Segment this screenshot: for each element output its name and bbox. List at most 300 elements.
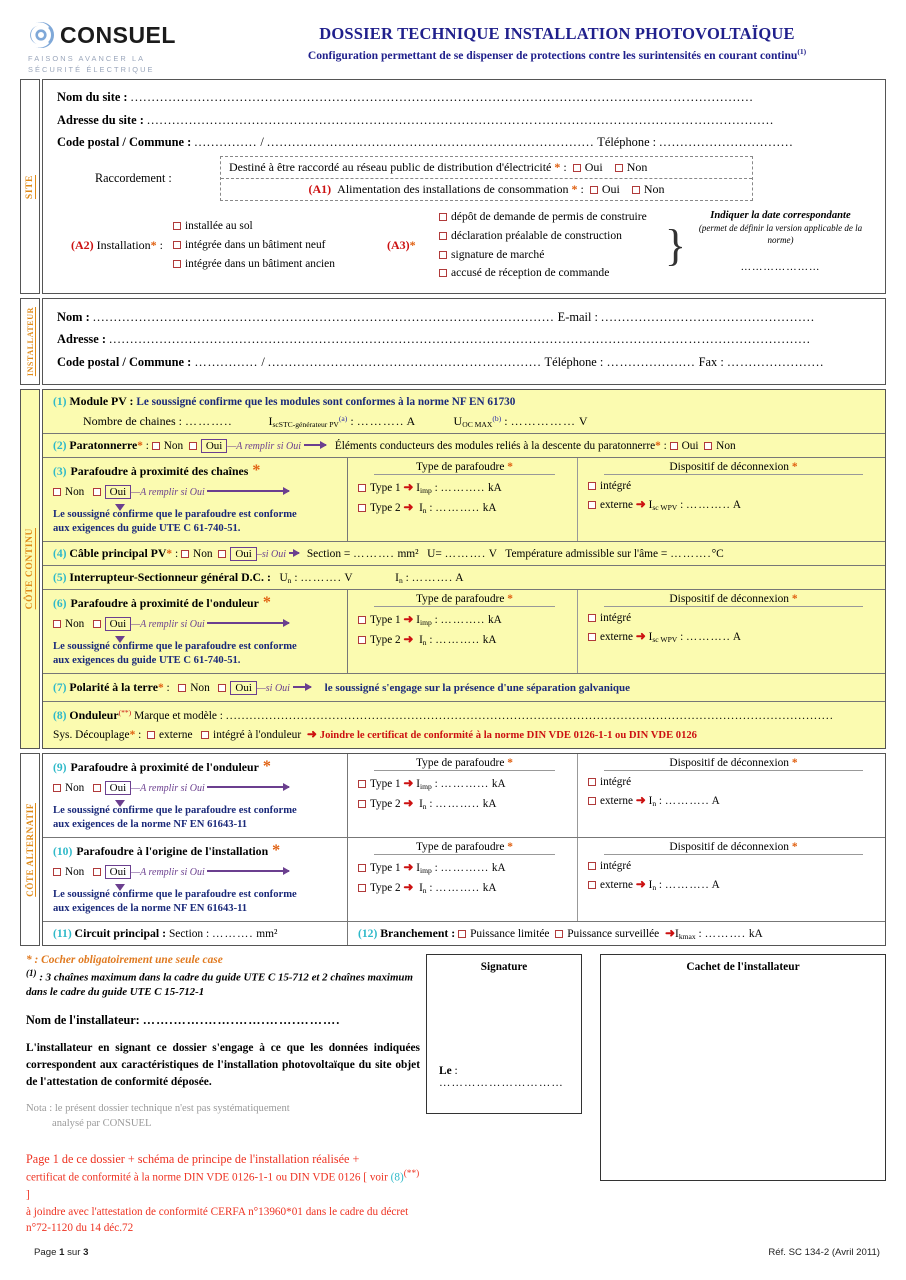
- red-note-ref-8: (8): [390, 1172, 404, 1185]
- dc-row3-type-header: [374, 461, 555, 475]
- checkbox-row10-integre[interactable]: [588, 862, 596, 870]
- row10-ext-sub: n: [652, 883, 657, 893]
- a3-option-3[interactable]: [439, 264, 663, 283]
- checkbox-row3-type1[interactable]: [358, 484, 366, 492]
- a3-option-0[interactable]: [439, 208, 663, 227]
- dc-row6-type-star: *: [507, 592, 513, 605]
- checkbox-row3-type2[interactable]: [358, 504, 366, 512]
- label-installer-phone: Téléphone :: [544, 354, 604, 369]
- dc-row1-text: Le soussigné confirme que les modules sont conformes à la norme NF EN 61730: [136, 395, 516, 408]
- page-total: 3: [83, 1247, 89, 1259]
- label-raccordement-oui: Oui: [584, 160, 603, 175]
- row10-ext-sym: I: [648, 879, 653, 892]
- row6-type1-input[interactable]: ………..: [440, 613, 486, 626]
- consuel-c-icon: [28, 22, 54, 48]
- arrow-right-icon: ➜: [403, 880, 414, 895]
- installer-phone-input[interactable]: …..................: [606, 354, 696, 369]
- checkbox-row10-non[interactable]: [53, 868, 61, 876]
- installer-address-input[interactable]: ..........................................................................................................................................…..........................: [109, 332, 811, 347]
- dc-row2-star: *: [137, 439, 143, 452]
- checkbox-paratonnerre-oui[interactable]: [189, 442, 197, 450]
- label-paratonnerre-elements-oui: Oui: [681, 439, 699, 452]
- installer-fax-input[interactable]: …....................: [726, 354, 825, 369]
- arrow-row4-icon: [289, 552, 299, 554]
- a3-option-1-label: déclaration préalable de construction: [451, 228, 622, 242]
- row5-u-input[interactable]: ……….: [300, 571, 342, 584]
- nota-line-2: analysé par CONSUEL: [52, 1118, 152, 1130]
- field-site-postal[interactable]: [57, 133, 873, 152]
- row3-type2-unit: kA: [482, 501, 497, 514]
- arrow-right-icon: ➜: [664, 925, 676, 940]
- logo-wordmark: CONSUEL: [60, 21, 176, 48]
- a3-date-input[interactable]: …………………: [740, 262, 821, 274]
- label-installer-postal: Code postal / Commune :: [57, 354, 192, 369]
- checkbox-a3-option-0[interactable]: [439, 213, 447, 221]
- dc-row2-title: Paratonnerre: [69, 437, 138, 452]
- site-phone-input[interactable]: ................................: [659, 134, 794, 149]
- a3-option-2-label: signature de marché: [451, 247, 545, 261]
- row4-u-input[interactable]: ……….: [444, 547, 487, 560]
- row12-i-sub: kmax: [678, 931, 696, 941]
- ac-row10-star: *: [272, 842, 281, 860]
- field-installer-postal[interactable]: [57, 353, 873, 372]
- row11-section-input[interactable]: ……….: [212, 927, 254, 940]
- row9-type2-unit: kA: [482, 798, 497, 811]
- logo-tagline-2: SÉCURITÉ ÉLECTRIQUE: [28, 64, 155, 74]
- row6-ext-unit: A: [732, 630, 741, 643]
- arrow-right-icon: ➜: [403, 631, 414, 646]
- checkbox-row3-oui[interactable]: [93, 488, 101, 496]
- field-installer-name-footer[interactable]: [26, 1013, 420, 1028]
- label-paratonnerre-oui[interactable]: Oui: [201, 439, 228, 453]
- checkbox-row9-oui[interactable]: [93, 784, 101, 792]
- a2-option-1[interactable]: [173, 236, 335, 255]
- a2-required-star: *: [150, 238, 157, 253]
- nb-chaines-input[interactable]: ………..: [184, 413, 233, 428]
- site-name-input[interactable]: ...............................................................................…...............................................…................: [130, 90, 754, 105]
- row5-u-sub: n: [287, 575, 292, 585]
- checkbox-row6-externe[interactable]: [588, 633, 596, 641]
- checkbox-row4-oui[interactable]: [218, 550, 226, 558]
- label-row4-non: Non: [192, 547, 213, 560]
- dc-row-4: (4) Câble principal PV* : Non Oui –si Oui Section = ………. mm² U= ………. V Température admissible sur l'âme = ……….°C: [43, 542, 885, 566]
- dc-row1-title: Module PV :: [69, 393, 134, 408]
- row3-type2-sym: I: [419, 501, 423, 514]
- label-row9-type1: Type 1: [370, 778, 401, 791]
- checkbox-row6-type2[interactable]: [358, 636, 366, 644]
- uoc-unit: V: [578, 413, 588, 428]
- label-row3-oui[interactable]: Oui: [105, 485, 132, 499]
- ac-row9-num: (9): [53, 761, 67, 775]
- label-row8-marque: Marque et modèle :: [134, 710, 223, 723]
- ac-row10-disp-header-text: Dispositif de déconnexion: [669, 841, 790, 854]
- a2-code: (A2): [71, 238, 94, 253]
- label-row6-oui[interactable]: Oui: [105, 617, 132, 631]
- checkbox-a3-option-3[interactable]: [439, 269, 447, 277]
- checkbox-a1-oui[interactable]: [590, 186, 598, 194]
- dc-row1-num: (1): [53, 394, 67, 408]
- checkbox-row7-oui[interactable]: [218, 684, 226, 692]
- checkbox-a3-option-2[interactable]: [439, 251, 447, 259]
- arrow-right-icon: ➜: [403, 611, 414, 626]
- dc-row7-title: Polarité à la terre: [69, 679, 158, 694]
- dc-row6-star: *: [262, 593, 271, 611]
- a2-a3-block: [57, 208, 873, 285]
- dc-row6-confirm-1: Le soussigné confirme que le parafoudre est conforme: [53, 640, 297, 652]
- checkbox-row3-integre[interactable]: [588, 482, 596, 490]
- dc-row4-num: (4): [53, 546, 67, 560]
- ac-row9-confirm-2: aux exigences de la norme NF EN 61643-11: [53, 819, 248, 831]
- label-row9-non: Non: [65, 782, 85, 795]
- dc-row6-type-header-text: Type de parafoudre: [416, 592, 505, 605]
- ac-row9-star: *: [262, 758, 271, 776]
- note-required-star: * : Cocher obligatoirement une seule case: [26, 953, 223, 966]
- row3-type2-sub: n: [422, 505, 427, 515]
- dc-row6-disp-header-text: Dispositif de déconnexion: [669, 592, 790, 605]
- field-site-name[interactable]: [57, 88, 873, 107]
- dc-row-3: (3) Parafoudre à proximité des chaînes * Non Oui —A remplir si Oui Le soussigné confirme que le parafoudre est conforme aux exigences du guide UTE C 61-740-51. Type de parafoudre * Type 1 ➜ $I_{imp}$ : ……….. kA Type 2 ➜ $I_n$ : ……….. kA Dispositif de déconnexion * intégré externe ➜ $I_{sc WPV}$ : ……….. A: [43, 458, 885, 542]
- page-number: [34, 1247, 88, 1258]
- row10-type1-input[interactable]: ………...: [440, 862, 490, 875]
- nota-line-1: Nota : le présent dossier technique n'est pas systématiquement: [26, 1103, 290, 1115]
- checkbox-decouplage-externe[interactable]: [147, 731, 155, 739]
- label-installer-address: Adresse :: [57, 332, 106, 347]
- row9-ext-input[interactable]: ………..: [664, 795, 710, 808]
- checkbox-row3-non[interactable]: [53, 488, 61, 496]
- checkbox-paratonnerre-elements-non[interactable]: [704, 442, 712, 450]
- ac-row9-type-header-text: Type de parafoudre: [416, 757, 505, 770]
- checkbox-decouplage-integre[interactable]: [201, 731, 209, 739]
- label-row6-integre: intégré: [600, 611, 632, 624]
- installer-commune-input[interactable]: ................................................…..............: [267, 354, 542, 369]
- label-row4-oui[interactable]: Oui: [230, 547, 257, 561]
- row8-marque-input[interactable]: ..........................................................................................................................................................: [225, 710, 834, 723]
- arrow-row3-icon: [207, 490, 289, 492]
- row3-ext-input[interactable]: ………..: [685, 498, 731, 511]
- ac-row9-type-header: [374, 757, 555, 771]
- row5-u-unit: V: [344, 571, 353, 584]
- row6-type2-input[interactable]: ………..: [435, 633, 480, 646]
- row11-section-unit: mm²: [256, 927, 278, 940]
- checkbox-a1-non[interactable]: [632, 186, 640, 194]
- document-header: [0, 0, 906, 79]
- checkbox-raccordement-oui[interactable]: [573, 164, 581, 172]
- signature-date-field[interactable]: [439, 1065, 581, 1089]
- dc-row3-confirm-1: Le soussigné confirme que le parafoudre est conforme: [53, 508, 297, 520]
- row3-type1-sub: imp: [420, 485, 432, 495]
- row9-type1-unit: kA: [491, 778, 506, 791]
- a2-option-2-label: intégrée dans un bâtiment ancien: [185, 258, 335, 271]
- checkbox-row6-oui[interactable]: [93, 620, 101, 628]
- label-row11-section: Section :: [168, 927, 210, 940]
- checkbox-row4-non[interactable]: [181, 550, 189, 558]
- cachet-box[interactable]: [600, 954, 886, 1181]
- dc-row8-title: Onduleur: [69, 708, 119, 723]
- installer-name-footer-input[interactable]: …….…….…….…….…….……….: [142, 1013, 341, 1028]
- a2-label: Installation: [96, 238, 151, 253]
- label-row6-type2: Type 2: [370, 633, 401, 646]
- row3-type1-unit: kA: [487, 481, 502, 494]
- a3-option-3-label: accusé de réception de commande: [451, 266, 610, 280]
- installer-postal-input[interactable]: …............: [194, 354, 259, 369]
- label-paratonnerre-non: Non: [163, 439, 184, 452]
- postal-separator: /: [260, 134, 264, 149]
- row4-section-input[interactable]: ……….: [353, 547, 395, 560]
- row12-i-sym: I: [675, 927, 679, 940]
- uoc-symbol: U: [453, 413, 463, 428]
- checkbox-row6-non[interactable]: [53, 620, 61, 628]
- signature-box[interactable]: [426, 954, 582, 1114]
- side-label-installateur-text: INSTALLATEUR: [25, 307, 35, 377]
- dc-row-5: (5) Interrupteur-Sectionneur général D.C. : $U_n$ : ………. V $I_n$ : ………. A: [43, 566, 885, 590]
- row9-type2-input[interactable]: ………..: [435, 798, 480, 811]
- row6-ext-sub: sc WPV: [652, 634, 678, 644]
- field-installer-address[interactable]: [57, 330, 873, 349]
- checkbox-row7-non[interactable]: [178, 684, 186, 692]
- checkbox-row10-externe[interactable]: [588, 881, 596, 889]
- site-postal-input[interactable]: ...............: [194, 134, 258, 149]
- checkbox-row9-type2[interactable]: [358, 800, 366, 808]
- red-note-ref-star: (**): [403, 1169, 420, 1180]
- row3-type2-input[interactable]: ………..: [435, 501, 480, 514]
- row5-i-sym: I: [395, 571, 399, 584]
- dc-row6-confirm-2: aux exigences du guide UTE C 61-740-51.: [53, 654, 241, 666]
- row6-type2-sym: I: [419, 633, 423, 646]
- brace-icon: }: [664, 220, 686, 270]
- label-row7-non: Non: [190, 681, 210, 694]
- ac-row10-confirm-1: Le soussigné confirme que le parafoudre est conforme: [53, 889, 297, 901]
- side-label-cote-continu-text: CÔTE CONTINU: [25, 528, 35, 610]
- checkbox-row9-integre[interactable]: [588, 778, 596, 786]
- hint-row3: A remplir si Oui: [140, 486, 205, 498]
- installer-email-input[interactable]: ...................................................: [601, 310, 816, 325]
- isc-footnote: (a): [338, 413, 348, 423]
- checkbox-row9-externe[interactable]: [588, 797, 596, 805]
- field-site-address[interactable]: [57, 111, 873, 130]
- a3-option-1[interactable]: [439, 227, 663, 246]
- section-installateur: [20, 298, 886, 385]
- dc-row-2: (2) Paratonnerre* : Non Oui —A remplir si Oui Éléments conducteurs des modules reliés à la descente du paratonnerre* : Oui Non: [43, 434, 885, 458]
- label-decouplage: Sys. Découplage: [53, 729, 130, 742]
- a3-option-0-label: dépôt de demande de permis de construire: [451, 210, 647, 224]
- page-of: sur: [64, 1247, 84, 1259]
- dc-row3-title: Parafoudre à proximité des chaînes: [70, 463, 249, 478]
- side-label-installateur: [20, 298, 40, 385]
- checkbox-puissance-surveillee[interactable]: [555, 930, 563, 938]
- dc-row8-star: *: [129, 729, 136, 742]
- label-a1-non: Non: [643, 182, 665, 197]
- red-note-line-1: Page 1 de ce dossier + schéma de principe de l'installation réalisée +: [26, 1152, 360, 1166]
- required-star: *: [554, 160, 561, 175]
- checkbox-paratonnerre-elements-oui[interactable]: [670, 442, 678, 450]
- label-row10-externe: externe: [600, 879, 633, 892]
- ac-row9-type-star: *: [507, 757, 513, 770]
- a3-option-2[interactable]: [439, 246, 663, 265]
- row9-type1-sym: I: [416, 778, 420, 791]
- raccordement-grid-option[interactable]: Destiné à être raccordé au réseau public de distribution d'électricité * : Oui Non: [221, 157, 752, 179]
- dc-row5-title: Interrupteur-Sectionneur général D.C. :: [69, 569, 271, 584]
- ac-row12-title: Branchement :: [380, 925, 456, 940]
- label-row7-oui[interactable]: Oui: [230, 681, 257, 695]
- hint-paratonnerre: A remplir si Oui: [236, 440, 301, 452]
- document-footer: [26, 954, 886, 1237]
- section-site: [20, 79, 886, 294]
- row6-ext-input[interactable]: ………..: [685, 630, 731, 643]
- isc-unit: A: [406, 413, 415, 428]
- ac-row9-title: Parafoudre à proximité de l'onduleur: [70, 760, 259, 775]
- row9-type1-input[interactable]: ………...: [440, 778, 490, 791]
- ac-row10-disp-header: [604, 841, 863, 855]
- page-footer: [34, 1247, 880, 1258]
- row10-type2-sub: n: [422, 886, 427, 896]
- checkbox-row9-non[interactable]: [53, 784, 61, 792]
- signature-date-input[interactable]: : …………………………: [439, 1064, 564, 1089]
- row10-type1-sym: I: [416, 862, 420, 875]
- uoc-input[interactable]: ……………: [510, 413, 577, 428]
- dc-row-8: (8) Onduleur(**) Marque et modèle : .......................................................................................................................................................... Sys. Découplage* : externe intégré à l'onduleur ➜ Joindre le certificat de conformité à la norme DIN VDE 0126-1-1 ou DIN VDE 0126: [53, 708, 834, 742]
- dc-row6-num: (6): [53, 596, 67, 610]
- label-site-name: Nom du site :: [57, 90, 128, 105]
- a1-required-star: *: [571, 182, 578, 197]
- dc-row7-num: (7): [53, 680, 67, 694]
- document-ref: Réf. SC 134-2 (Avril 2011): [768, 1247, 880, 1259]
- isc-symbol: I: [268, 413, 273, 428]
- row5-u-sym: U: [279, 571, 288, 584]
- checkbox-paratonnerre-non[interactable]: [152, 442, 160, 450]
- page-subtitle-text: Configuration permettant de se dispenser de protections contre les surintensités en courant continu: [307, 48, 798, 62]
- cachet-title: Cachet de l'installateur: [686, 960, 800, 973]
- arrow-right-icon: ➜: [403, 776, 414, 791]
- installer-name-input[interactable]: ..............................................................................................................: [92, 310, 555, 325]
- checkbox-row6-type1[interactable]: [358, 616, 366, 624]
- checkbox-a3-option-1[interactable]: [439, 232, 447, 240]
- a2-option-2[interactable]: [173, 255, 335, 274]
- checkbox-a2-option-0[interactable]: [173, 222, 181, 230]
- label-installer-email: E-mail :: [557, 310, 598, 325]
- page-label: Page: [34, 1247, 60, 1259]
- a1-code: (A1): [308, 182, 332, 197]
- red-attachment-note: [26, 1150, 420, 1237]
- side-label-site: [20, 79, 40, 294]
- label-row4-temp: Température admissible sur l'âme =: [505, 547, 668, 560]
- site-address-input[interactable]: .........................................................................................…...................................…...................: [146, 112, 775, 127]
- side-label-cote-alternatif-text: CÔTE ALTERNATIF: [25, 802, 35, 897]
- checkbox-a2-option-2[interactable]: [173, 260, 181, 268]
- label-installer-name: Nom :: [57, 310, 90, 325]
- checkbox-row6-integre[interactable]: [588, 614, 596, 622]
- field-installer-name[interactable]: [57, 308, 873, 327]
- hint-row4: si Oui: [261, 548, 286, 560]
- checkbox-row9-type1[interactable]: [358, 780, 366, 788]
- label-row6-non: Non: [65, 617, 85, 630]
- uoc-subscript: OC MAX: [462, 419, 493, 429]
- row9-ext-unit: A: [711, 795, 720, 808]
- label-row3-non: Non: [65, 485, 85, 498]
- row4-temp-input[interactable]: ……….: [670, 547, 712, 560]
- checkbox-row3-externe[interactable]: [588, 501, 596, 509]
- a3-note-head: Indiquer la date correspondante: [710, 210, 851, 222]
- row3-type1-input[interactable]: ………..: [440, 481, 486, 494]
- label-installer-name-footer: Nom de l'installateur:: [26, 1013, 143, 1028]
- isc-input[interactable]: ………..: [356, 413, 405, 428]
- row10-ext-input[interactable]: ………..: [664, 879, 710, 892]
- site-commune-input[interactable]: ..............................................................................: [266, 134, 595, 149]
- dc-row3-num: (3): [53, 464, 67, 478]
- checkbox-row10-type1[interactable]: [358, 864, 366, 872]
- checkbox-a2-option-1[interactable]: [173, 241, 181, 249]
- dc-row2-star2: *: [655, 439, 661, 452]
- arrow-right-icon: ➜: [306, 727, 317, 742]
- a3-required-star: *: [409, 238, 416, 253]
- row5-i-unit: A: [455, 571, 464, 584]
- row8-joindre-text: Joindre le certificat de conformité à la norme DIN VDE 0126-1-1 ou DIN VDE 0126: [319, 730, 697, 742]
- row10-type2-unit: kA: [482, 882, 497, 895]
- row5-i-input[interactable]: ……….: [411, 571, 454, 584]
- label-row10-oui[interactable]: Oui: [105, 865, 132, 879]
- dc-row7-star: *: [157, 681, 164, 694]
- row12-i-input[interactable]: ……….: [704, 927, 746, 940]
- label-row10-integre: intégré: [600, 860, 632, 873]
- a2-option-0-label: installée au sol: [185, 220, 253, 233]
- label-raccordement: Raccordement :: [95, 171, 172, 186]
- label-raccordement-non: Non: [626, 160, 648, 175]
- arrow-row10-icon: [207, 870, 289, 872]
- red-note-line-3: à joindre avec l'attestation de conformité CERFA n°13960*01 dans le cadre du décret n°72-1120 du 14 déc.72: [26, 1205, 409, 1235]
- a2-option-0[interactable]: [173, 217, 335, 236]
- checkbox-row10-type2[interactable]: [358, 884, 366, 892]
- label-puissance-limitee: Puissance limitée: [470, 927, 550, 940]
- row6-type1-sym: I: [416, 613, 420, 626]
- label-row9-externe: externe: [600, 795, 633, 808]
- dc-row3-disp-header-text: Dispositif de déconnexion: [669, 460, 790, 473]
- ac-row9-disp-header-text: Dispositif de déconnexion: [669, 757, 790, 770]
- a3-label-group: [387, 208, 439, 283]
- dc-row6-type-header: [374, 593, 555, 607]
- ac-row12-num: (12): [358, 926, 378, 940]
- signature-date-label: Le: [439, 1064, 452, 1077]
- dc-row2-text: Éléments conducteurs des modules reliés à la descente du paratonnerre: [334, 439, 656, 452]
- installer-postal-separator: /: [261, 354, 265, 369]
- arrow-paratonnerre-icon: [304, 444, 326, 446]
- row6-ext-sym: I: [648, 630, 653, 643]
- signature-title: Signature: [480, 960, 528, 973]
- row10-ext-unit: A: [711, 879, 720, 892]
- row9-ext-sub: n: [652, 799, 657, 809]
- checkbox-row10-oui[interactable]: [93, 868, 101, 876]
- a1-option-row[interactable]: (A1) Alimentation des installations de consommation * : Oui Non: [308, 182, 665, 197]
- a3-note-sub: (permet de définir la version applicable de la norme): [698, 223, 863, 246]
- label-row9-oui[interactable]: Oui: [105, 781, 132, 795]
- label-row4-section: Section =: [306, 547, 351, 560]
- row10-type2-sym: I: [419, 882, 423, 895]
- row10-type2-input[interactable]: ………..: [435, 882, 480, 895]
- dc-row4-title: Câble principal PV: [69, 545, 167, 560]
- ac-row11-title: Circuit principal :: [74, 925, 167, 940]
- a2-option-1-label: intégrée dans un bâtiment neuf: [185, 239, 326, 252]
- raccordement-grid-text: Destiné à être raccordé au réseau public de distribution d'électricité: [229, 160, 552, 175]
- label-site-postal: Code postal / Commune :: [57, 134, 192, 149]
- row9-type2-sub: n: [422, 802, 427, 812]
- row3-type1-sym: I: [416, 481, 420, 494]
- ac-row10-confirm-2: aux exigences de la norme NF EN 61643-11: [53, 902, 248, 914]
- row4-temp-unit: °C: [711, 547, 724, 560]
- dc-row3-star: *: [252, 461, 261, 479]
- checkbox-raccordement-non[interactable]: [615, 164, 623, 172]
- engagement-text: L'installateur en signant ce dossier s'engage à ce que les données indiquées correspondent aux caractéristiques de l'installation photovoltaïque du site objet de l'attestation de conformité déposée.: [26, 1042, 420, 1089]
- checkbox-puissance-limitee[interactable]: [458, 930, 466, 938]
- note-footnote-1-marker: (1): [26, 967, 37, 978]
- a3-code: (A3): [387, 238, 410, 253]
